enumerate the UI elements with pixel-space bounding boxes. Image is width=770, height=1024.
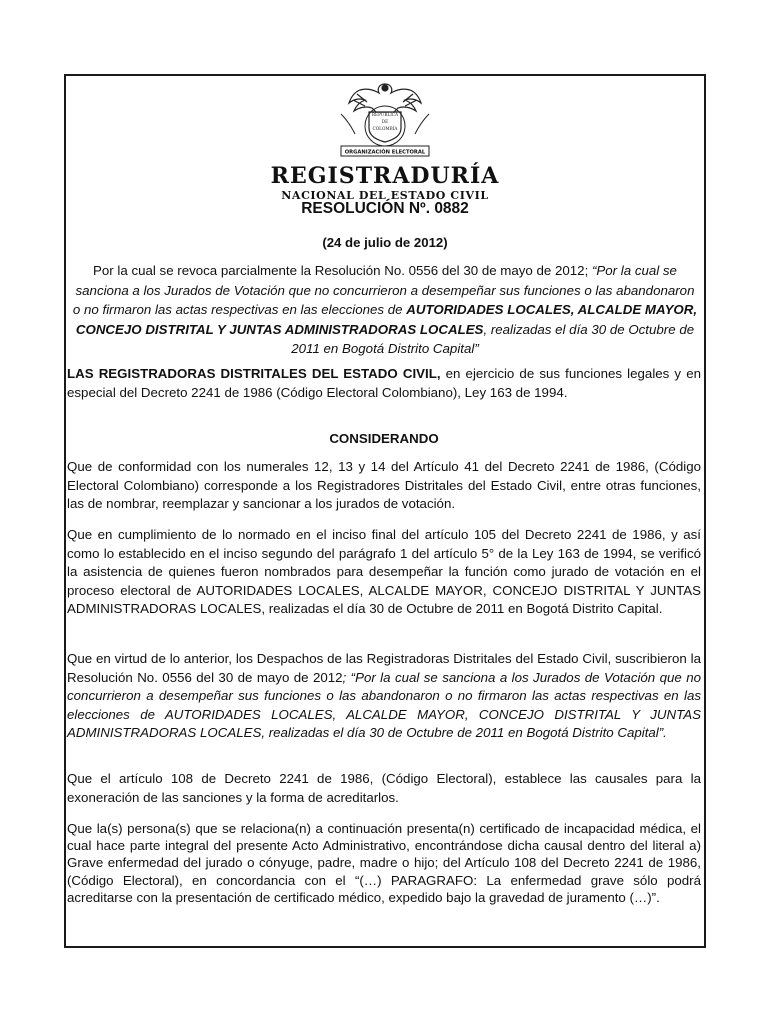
brand-subtitle: NACIONAL DEL ESTADO CIVIL [281, 189, 489, 202]
summary-bold-italic: AUTORIDADES LOCALES, ALCALDE MAYOR, CONCEJO DISTRITAL Y JUNTAS ADMINISTRADORAS LOCALES [75, 302, 698, 337]
seal-ribbon-text: ORGANIZACIÓN ELECTORAL [344, 149, 426, 156]
seal-ring-text: REPÚBLICA [371, 112, 399, 117]
considerando-heading: CONSIDERANDO [329, 431, 439, 446]
brand-name: REGISTRADURÍA [270, 163, 500, 189]
resolution-date: (24 de julio de 2012) [322, 235, 448, 250]
paragraph-1 [67, 458, 701, 514]
paragraph-5 [67, 820, 701, 906]
paragraph-2 [67, 526, 701, 619]
summary-plain: Por la cual se revoca parcialmente la Resolución No. 0556 del 30 de mayo de 2012; [93, 263, 592, 278]
paragraph-text: Que en cumplimiento de lo normado en el inciso final del artículo 105 del Decreto 2241 de 1986, y así como lo establecido en el inciso segundo del parágrafo 1 del artículo 5° de la Ley 163 de 1994, se verificó la asistencia de quienes fueron nombrados para desempeñar la función como jurado de votación en el proceso electoral de AUTORIDADES LOCALES, ALCALDE MAYOR, CONCEJO DISTRITAL Y JUNTAS ADMINISTRADORAS LOCALES, realizadas el día 30 de Octubre de 2011 en Bogotá Distrito Capital. [67, 527, 701, 616]
condor-icon [349, 84, 421, 113]
resolution-summary [72, 261, 698, 359]
authority-text: en ejercicio de sus funciones legales y en especial del Decreto 2241 de 1986 (Código Electoral Colombiano), Ley 163 de 1994. [67, 366, 701, 400]
paragraph-text: Que la(s) persona(s) que se relaciona(n) a continuación presenta(n) certificado de incapacidad médica, el cual hace parte integral del presente Acto Administrativo, encontrándose dicha causal dentro del literal a) Grave enfermedad del jurado o cónyuge, padre, madre o hijo; del Artículo 108 del Decreto 2241 de 1986, (Código Electoral), en concordancia con el “(…) PARAGRAFO: La enfermedad grave sólo podrá acreditarse con la presentación de certificado médico, expedido bajo la gravedad de juramento (…)”. [67, 821, 701, 905]
paragraph-italic-quote: ; “Por la cual se sanciona a los Jurados de Votación que no concurrieron a desempeñar sus funciones o las abandonaron o no firmaron las actas respectivas en las elecciones de AUTORIDADES LOCALES, ALCALDE MAYOR, CONCEJO DISTRITAL Y JUNTAS ADMINISTRADORAS LOCALES, realizadas el día 30 de Octubre de 2011 en Bogotá Distrito Capital”. [67, 669, 701, 740]
summary-italic: “Por la cual se sanciona a los Jurados de Votación que no concurrieron a desempeñar sus funciones o las abandonaron o no firmaron las actas respectivas en las elecciones de [72, 263, 695, 317]
authority-bold: LAS REGISTRADORAS DISTRITALES DEL ESTADO CIVIL, [67, 366, 441, 381]
resolution-title: RESOLUCIÓN Nº. 0882 [301, 200, 469, 217]
paragraph-text: Que en virtud de lo anterior, los Despachos de las Registradoras Distritales del Estado Civil, suscribieron la Resolución No. 0556 del 30 de mayo de 2012 [67, 651, 701, 685]
institution-brand [270, 164, 500, 202]
coat-of-arms-seal [327, 80, 443, 162]
seal-ring-text: COLOMBIA [372, 126, 398, 131]
authority-paragraph [67, 365, 701, 402]
paragraph-text: Que de conformidad con los numerales 12, 13 y 14 del Artículo 41 del Decreto 2241 de 1986, (Código Electoral Colombiano) corresponde a los Registradores Distritales del Estado Civil, entre otras funciones, las de nombrar, reemplazar y sancionar a los jurados de votación. [67, 459, 701, 511]
paragraph-4 [67, 770, 701, 807]
paragraph-3 [67, 650, 701, 743]
seal-ring-text: DE [381, 119, 389, 124]
summary-italic-end: , realizadas el día 30 de Octubre de 2011 en Bogotá Distrito Capital” [291, 321, 695, 356]
paragraph-text: Que el artículo 108 de Decreto 2241 de 1986, (Código Electoral), establece las causales para la exoneración de las sanciones y la forma de acreditarlos. [67, 771, 701, 805]
